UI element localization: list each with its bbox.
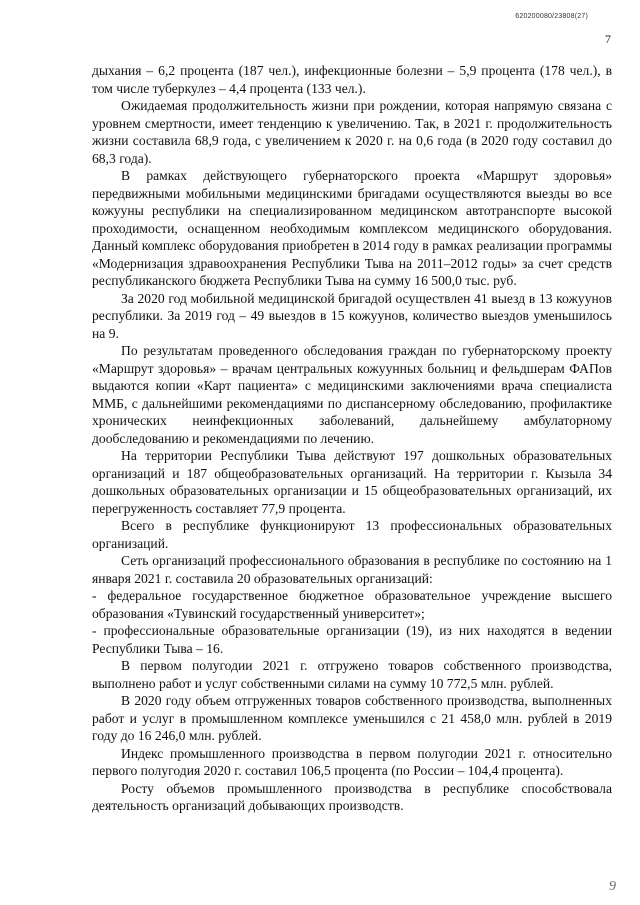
handwritten-page-mark: 9 — [609, 879, 616, 894]
paragraph-life-expectancy: Ожидаемая продолжительность жизни при рождении, которая напрямую связана с уровнем смертности, имеет тенденцию к увеличению. Так, в 2021 г. продолжительность жизни составила 68,9 года, с увеличением к 2020 г. на 0,6 года (в 2020 году составил до 68,3 года). — [92, 98, 612, 166]
paragraph-continuation: дыхания – 6,2 процента (187 чел.), инфекционные болезни – 5,9 процента (178 чел.), в том числе туберкулез – 4,4 процента (133 чел.). — [92, 63, 612, 96]
document-registration-code: 620200080/23808(27) — [515, 13, 588, 20]
paragraph-industrial-index: Индекс промышленного производства в первом полугодии 2021 г. относительно первого полугодия 2020 г. составил 106,5 процента (по России – 104,4 процента). — [92, 745, 612, 778]
list-item-professional-organizations: - профессиональные образовательные организации (19), из них находятся в ведении Республики Тыва – 16. — [92, 623, 612, 656]
paragraph-professional-organizations-count: Всего в республике функционируют 13 профессиональных образовательных организаций. — [92, 518, 612, 551]
paragraph-industrial-growth: Росту объемов промышленного производства в республике способствовала деятельность организаций добывающих производств. — [92, 780, 612, 813]
paragraph-preschool-organizations: На территории Республики Тыва действуют 197 дошкольных образовательных организаций и 187 общеобразовательных организаций. На территории г. Кызыла 34 дошкольных образовательных организации и 15 общеобразовательных организаций, их перегруженность составляет 77,9 процента. — [92, 448, 612, 516]
document-body — [92, 62, 612, 815]
paragraph-shipped-goods-2021: В первом полугодии 2021 г. отгружено товаров собственного производства, выполнено работ и услуг собственными силами на сумму 10 772,5 млн. рублей. — [92, 658, 612, 691]
paragraph-professional-education-network: Сеть организаций профессионального образования в республике по состоянию на 1 января 2021 г. составила 20 образовательных организаций: — [92, 553, 612, 586]
list-item-university: - федеральное государственное бюджетное образовательное учреждение высшего образования «Тувинский государственный университет»; — [92, 588, 612, 621]
paragraph-shipped-goods-2020: В 2020 году объем отгруженных товаров собственного производства, выполненных работ и услуг в промышленном комплексе уменьшился с 21 458,0 млн. рублей в 2019 году до 16 246,0 млн. рублей. — [92, 693, 612, 743]
paragraph-patient-cards: По результатам проведенного обследования граждан по губернаторскому проекту «Маршрут здоровья» – врачам центральных кожуунных больниц и фельдшерам ФАПов выдаются копии «Карт пациента» с медицинскими заключениями врача специалиста ММБ, с дальнейшими рекомендациями по диспансерному обследованию, профилактике хронических неинфекционных заболеваний, дальнейшему амбулаторному дообследованию и рекомендациями по лечению. — [92, 343, 612, 446]
page-number: 7 — [605, 32, 611, 46]
paragraph-mobile-brigade-trips: За 2020 год мобильной медицинской бригадой осуществлен 41 выезд в 13 кожуунов республики. За 2019 год – 49 выездов в 15 кожуунов, количество выездов уменьшилось на 9. — [92, 290, 612, 341]
paragraph-route-of-health-project: В рамках действующего губернаторского проекта «Маршрут здоровья» передвижными мобильными медицинскими бригадами осуществляются выезды во все кожууны республики на специализированном медицинском автотранспорте высокой проходимости, оснащенном необходимым комплексом медицинского оборудования. Данный комплекс оборудования приобретен в 2014 году в рамках реализации программы «Модернизация здравоохранения Республики Тыва на 2011–2012 годы» за счет средств республиканского бюджета Республики Тыва на сумму 16 500,0 тыс. руб. — [92, 168, 612, 288]
